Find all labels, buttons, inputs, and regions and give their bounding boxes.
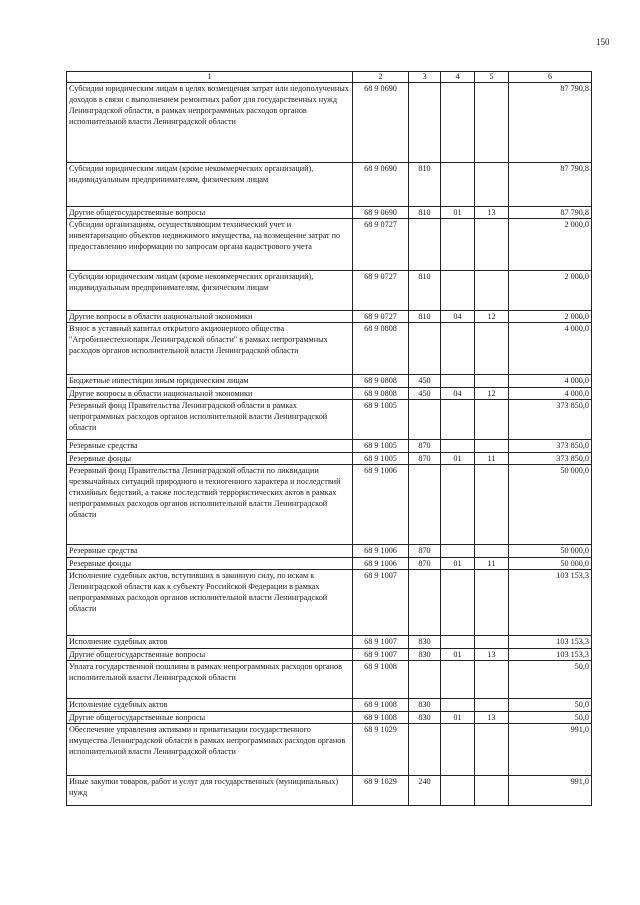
table-row bbox=[67, 311, 592, 323]
row-expense-type: 830 bbox=[409, 636, 441, 649]
row-expense-type: 240 bbox=[409, 776, 441, 806]
table-row bbox=[67, 83, 592, 163]
row-amount: 373 850,0 bbox=[509, 453, 592, 465]
row-name: Бюджетные инвестиции иным юридическим лицам bbox=[67, 375, 353, 388]
row-expense-type: 450 bbox=[409, 375, 441, 388]
row-section bbox=[441, 271, 475, 311]
row-target-article: 68 9 0727 bbox=[353, 271, 409, 311]
row-subsection bbox=[475, 271, 509, 311]
row-target-article: 68 9 0690 bbox=[353, 163, 409, 207]
table-row bbox=[67, 649, 592, 661]
table-row bbox=[67, 545, 592, 558]
row-target-article: 68 9 0690 bbox=[353, 83, 409, 163]
row-subsection: 11 bbox=[475, 453, 509, 465]
row-subsection bbox=[475, 699, 509, 712]
row-target-article: 68 9 1006 bbox=[353, 545, 409, 558]
row-amount: 103 153,3 bbox=[509, 570, 592, 636]
row-expense-type bbox=[409, 83, 441, 163]
row-subsection bbox=[475, 83, 509, 163]
row-expense-type bbox=[409, 724, 441, 776]
table-row bbox=[67, 465, 592, 545]
row-subsection: 12 bbox=[475, 311, 509, 323]
row-section bbox=[441, 699, 475, 712]
table-row bbox=[67, 712, 592, 724]
row-amount: 87 790,8 bbox=[509, 83, 592, 163]
header-row bbox=[67, 72, 592, 83]
row-subsection bbox=[475, 545, 509, 558]
row-target-article: 68 9 1006 bbox=[353, 558, 409, 570]
row-expense-type bbox=[409, 570, 441, 636]
row-subsection bbox=[475, 636, 509, 649]
header-sum: 6 bbox=[509, 72, 592, 83]
row-amount: 991,0 bbox=[509, 776, 592, 806]
row-subsection: 13 bbox=[475, 207, 509, 219]
row-expense-type bbox=[409, 400, 441, 440]
table-row bbox=[67, 661, 592, 699]
row-subsection bbox=[475, 323, 509, 375]
row-expense-type: 830 bbox=[409, 712, 441, 724]
row-section bbox=[441, 163, 475, 207]
row-subsection: 12 bbox=[475, 388, 509, 400]
row-target-article: 68 9 1029 bbox=[353, 724, 409, 776]
row-expense-type: 810 bbox=[409, 207, 441, 219]
row-amount: 4 000,0 bbox=[509, 323, 592, 375]
row-expense-type: 810 bbox=[409, 163, 441, 207]
row-amount: 87 790,8 bbox=[509, 163, 592, 207]
row-name: Резервные фонды bbox=[67, 453, 353, 465]
row-section bbox=[441, 636, 475, 649]
row-amount: 50 000,0 bbox=[509, 558, 592, 570]
row-name: Другие общегосударственные вопросы bbox=[67, 649, 353, 661]
row-amount: 373 850,0 bbox=[509, 440, 592, 453]
header-pr: 5 bbox=[475, 72, 509, 83]
row-name: Взнос в уставный капитал открытого акционерного общества "Агробизнестехнопарк Ленинградской области" в рамках непрограммных расходов органов исполнительной власти Ленинградской области bbox=[67, 323, 353, 375]
row-amount: 50 000,0 bbox=[509, 545, 592, 558]
row-name: Резервный фонд Правительства Ленинградской области в рамках непрограммных расходов органов исполнительной власти Ленинградской области bbox=[67, 400, 353, 440]
row-section bbox=[441, 375, 475, 388]
row-subsection: 13 bbox=[475, 712, 509, 724]
table-row bbox=[67, 440, 592, 453]
row-name: Другие общегосударственные вопросы bbox=[67, 207, 353, 219]
row-subsection bbox=[475, 440, 509, 453]
row-subsection bbox=[475, 661, 509, 699]
table-row bbox=[67, 558, 592, 570]
table-row bbox=[67, 776, 592, 806]
row-section: 04 bbox=[441, 311, 475, 323]
table-row bbox=[67, 570, 592, 636]
row-name: Субсидии юридическим лицам в целях возмещения затрат или недополученных доходов в связи с выполнением ремонтных работ для государственных нужд Ленинградской области, в рамках непрограммных расходов органов исполнительной власти Ленинградской области bbox=[67, 83, 353, 163]
row-expense-type bbox=[409, 323, 441, 375]
row-name: Резервные фонды bbox=[67, 558, 353, 570]
row-amount: 991,0 bbox=[509, 724, 592, 776]
row-name: Исполнение судебных актов bbox=[67, 699, 353, 712]
row-target-article: 68 9 0808 bbox=[353, 388, 409, 400]
row-name: Иные закупки товаров, работ и услуг для государственных (муниципальных) нужд bbox=[67, 776, 353, 806]
row-amount: 50 000,0 bbox=[509, 465, 592, 545]
row-section: 01 bbox=[441, 558, 475, 570]
row-section bbox=[441, 776, 475, 806]
row-target-article: 68 9 0690 bbox=[353, 207, 409, 219]
table-row bbox=[67, 699, 592, 712]
table-row bbox=[67, 724, 592, 776]
row-target-article: 68 9 1008 bbox=[353, 661, 409, 699]
row-subsection: 11 bbox=[475, 558, 509, 570]
row-section bbox=[441, 219, 475, 271]
row-expense-type bbox=[409, 661, 441, 699]
row-amount: 50,0 bbox=[509, 699, 592, 712]
row-name: Субсидии юридическим лицам (кроме некоммерческих организаций), индивидуальным предпринимателям, физическим лицам bbox=[67, 163, 353, 207]
row-subsection: 13 bbox=[475, 649, 509, 661]
row-amount: 103 153,3 bbox=[509, 649, 592, 661]
row-name: Субсидии юридическим лицам (кроме некоммерческих организаций), индивидуальным предпринимателям, физическим лицам bbox=[67, 271, 353, 311]
row-subsection bbox=[475, 465, 509, 545]
row-amount: 50,0 bbox=[509, 712, 592, 724]
row-name: Резервные средства bbox=[67, 440, 353, 453]
row-expense-type: 810 bbox=[409, 271, 441, 311]
row-amount: 103 153,3 bbox=[509, 636, 592, 649]
row-name: Другие общегосударственные вопросы bbox=[67, 712, 353, 724]
row-subsection bbox=[475, 219, 509, 271]
row-name: Другие вопросы в области национальной экономики bbox=[67, 388, 353, 400]
row-expense-type: 870 bbox=[409, 558, 441, 570]
row-name: Субсидии организациям, осуществляющим технический учет и инвентаризацию объектов недвижимого имущества, на возмещение затрат по предоставлению информации по запросам органа кадастрового учета bbox=[67, 219, 353, 271]
row-section: 01 bbox=[441, 207, 475, 219]
row-expense-type: 830 bbox=[409, 649, 441, 661]
row-expense-type: 450 bbox=[409, 388, 441, 400]
row-expense-type bbox=[409, 219, 441, 271]
row-target-article: 68 9 1005 bbox=[353, 440, 409, 453]
row-amount: 2 000,0 bbox=[509, 271, 592, 311]
row-section bbox=[441, 661, 475, 699]
row-name: Обеспечение управления активами и приватизации государственного имущества Ленинградской области в рамках непрограммных расходов органов исполнительной власти Ленинградской области bbox=[67, 724, 353, 776]
row-target-article: 68 9 1005 bbox=[353, 453, 409, 465]
row-target-article: 68 9 1008 bbox=[353, 699, 409, 712]
table-row bbox=[67, 636, 592, 649]
row-name: Резервный фонд Правительства Ленинградской области по ликвидации чрезвычайных ситуаций природного и техногенного характера и последствий стихийных бедствий, а также последствий террористических актов в рамках непрограммных расходов органов исполнительной власти Ленинградской области bbox=[67, 465, 353, 545]
table-row bbox=[67, 323, 592, 375]
row-section: 04 bbox=[441, 388, 475, 400]
row-target-article: 68 9 1007 bbox=[353, 649, 409, 661]
header-rz: 4 bbox=[441, 72, 475, 83]
row-expense-type: 870 bbox=[409, 545, 441, 558]
row-target-article: 68 9 1007 bbox=[353, 570, 409, 636]
row-expense-type: 810 bbox=[409, 311, 441, 323]
table-row bbox=[67, 375, 592, 388]
row-expense-type bbox=[409, 465, 441, 545]
row-amount: 87 790,8 bbox=[509, 207, 592, 219]
table-row bbox=[67, 219, 592, 271]
row-section bbox=[441, 440, 475, 453]
row-name: Другие вопросы в области национальной экономики bbox=[67, 311, 353, 323]
row-amount: 4 000,0 bbox=[509, 388, 592, 400]
header-vr: 3 bbox=[409, 72, 441, 83]
row-section bbox=[441, 400, 475, 440]
row-subsection bbox=[475, 570, 509, 636]
header-csr: 2 bbox=[353, 72, 409, 83]
row-expense-type: 870 bbox=[409, 440, 441, 453]
row-target-article: 68 9 0808 bbox=[353, 375, 409, 388]
table-row bbox=[67, 163, 592, 207]
table-row bbox=[67, 453, 592, 465]
row-target-article: 68 9 1008 bbox=[353, 712, 409, 724]
header-name: 1 bbox=[67, 72, 353, 83]
table-row bbox=[67, 400, 592, 440]
row-section bbox=[441, 465, 475, 545]
row-expense-type: 870 bbox=[409, 453, 441, 465]
row-section: 01 bbox=[441, 649, 475, 661]
page-number: 150 bbox=[596, 37, 610, 47]
table-row bbox=[67, 271, 592, 311]
row-target-article: 68 9 0727 bbox=[353, 219, 409, 271]
row-subsection bbox=[475, 776, 509, 806]
budget-table bbox=[66, 71, 592, 806]
row-name: Исполнение судебных актов, вступивших в законную силу, по искам к Ленинградской области как к субъекту Российской Федерации в рамках непрограммных расходов органов исполнительной власти Ленинградской области bbox=[67, 570, 353, 636]
row-target-article: 68 9 1006 bbox=[353, 465, 409, 545]
table-row bbox=[67, 207, 592, 219]
row-section bbox=[441, 545, 475, 558]
row-subsection bbox=[475, 724, 509, 776]
row-amount: 4 000,0 bbox=[509, 375, 592, 388]
row-target-article: 68 9 0808 bbox=[353, 323, 409, 375]
table-row bbox=[67, 388, 592, 400]
row-section: 01 bbox=[441, 712, 475, 724]
row-amount: 2 000,0 bbox=[509, 311, 592, 323]
row-target-article: 68 9 1005 bbox=[353, 400, 409, 440]
row-name: Уплата государственной пошлины в рамках непрограммных расходов органов исполнительной власти Ленинградской области bbox=[67, 661, 353, 699]
row-subsection bbox=[475, 400, 509, 440]
row-expense-type: 830 bbox=[409, 699, 441, 712]
row-name: Резервные средства bbox=[67, 545, 353, 558]
row-target-article: 68 9 1029 bbox=[353, 776, 409, 806]
row-amount: 373 850,0 bbox=[509, 400, 592, 440]
row-amount: 50,0 bbox=[509, 661, 592, 699]
row-section bbox=[441, 724, 475, 776]
row-section bbox=[441, 83, 475, 163]
row-section bbox=[441, 570, 475, 636]
row-section: 01 bbox=[441, 453, 475, 465]
row-target-article: 68 9 1007 bbox=[353, 636, 409, 649]
row-target-article: 68 9 0727 bbox=[353, 311, 409, 323]
row-section bbox=[441, 323, 475, 375]
row-subsection bbox=[475, 163, 509, 207]
row-amount: 2 000,0 bbox=[509, 219, 592, 271]
row-name: Исполнение судебных актов bbox=[67, 636, 353, 649]
row-subsection bbox=[475, 375, 509, 388]
